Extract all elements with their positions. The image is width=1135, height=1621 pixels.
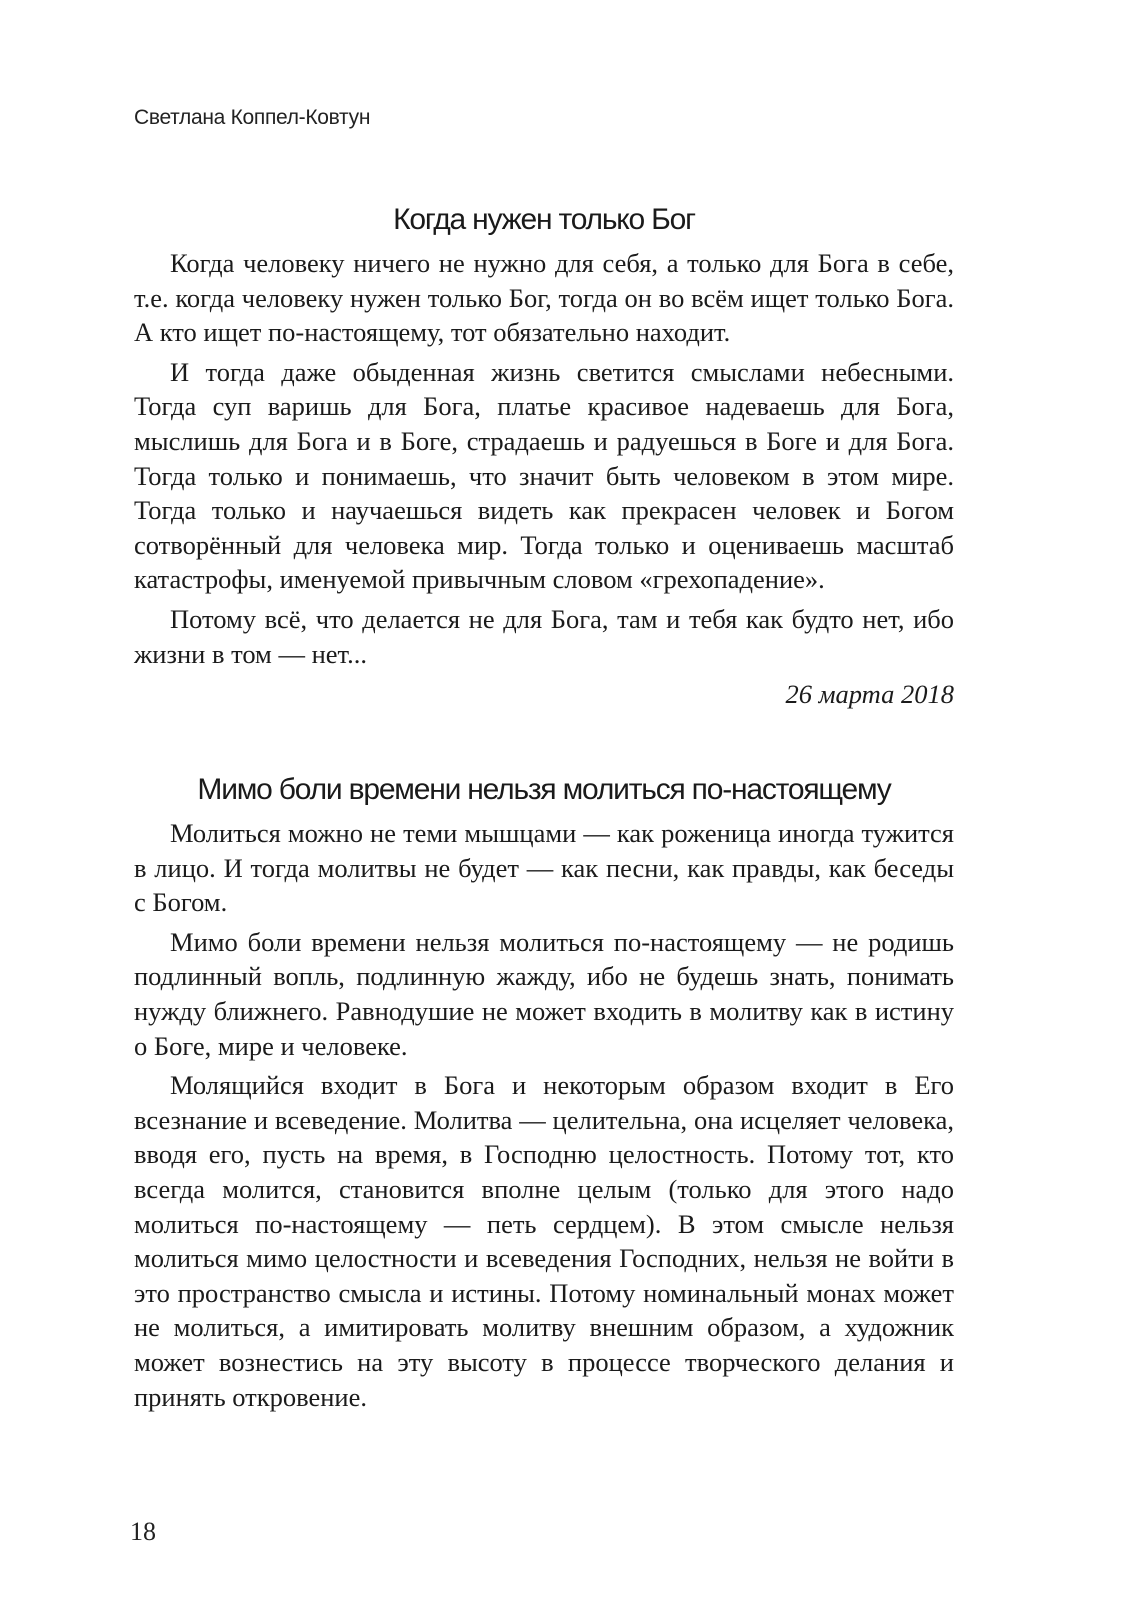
section-title: Мимо боли времени нельзя молиться по-настоящему [197,773,891,806]
paragraph: Мимо боли времени нельзя молиться по-настоящему — не родишь подлинный вопль, подлинную жажду, ибо не будешь знать, понимать нужду ближнего. Равнодушие не может входить в молитву как в истину о Боге, мире и человеке. [134,926,954,1061]
section-pain-of-time [134,770,954,1419]
paragraph: Молящийся входит в Бога и некоторым образом входит в Его всезнание и всеведение. Молитва — целительна, она исцеляет человека, вводя его, пусть на время, в Господню целостность. Потому тот, кто всегда молится, становится вполне целым (только для этого надо молиться по-настоящему — петь сердцем). В этом смысле нельзя молиться мимо целостности и всеведения Господних, нельзя не войти в это пространство смысла и истины. Потому номинальный монах может не молиться, а имитировать молитву внешним образом, а художник может вознестись на эту высоту в процессе творческого делания и принять откровение. [134,1070,954,1412]
page-number: 18 [130,1517,156,1546]
running-head-author: Светлана Коппел-Ковтун [134,106,371,129]
paragraph: И тогда даже обыденная жизнь светится смыслами небесными. Тогда суп варишь для Бога, платье красивое надеваешь для Бога, мыслишь для Бога и в Боге, страдаешь и радуешься в Боге и для Бога. Тогда только и понимаешь, что значит быть человеком в этом мире. Тогда только и научаешься видеть как прекрасен человек и Богом сотворённый для человека мир. Тогда только и оцениваешь масштаб катастрофы, именуемой привычным словом «грехопадение». [134,356,954,595]
paragraph: Молиться можно не теми мышцами — как роженица иногда тужится в лицо. И тогда молитвы не будет — как песни, как правды, как беседы с Богом. [134,818,954,918]
section-when-only-god [134,200,954,712]
section-date: 26 марта 2018 [785,679,954,710]
section-title: Когда нужен только Бог [393,203,695,236]
paragraph: Потому всё, что делается не для Бога, там и тебя как будто нет, ибо жизни в том — нет... [134,603,954,669]
paragraph: Когда человеку ничего не нужно для себя, а только для Бога в себе, т.е. когда человеку нужен только Бог, тогда он во всём ищет только Бога. А кто ищет по-настоящему, тот обязательно находит. [134,248,954,348]
